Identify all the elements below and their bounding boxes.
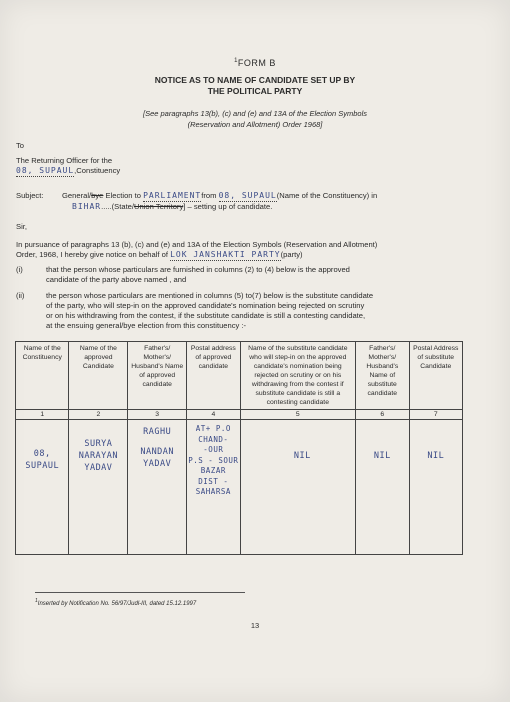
- column-number: 4: [187, 410, 240, 420]
- header-substitute-parent: Father's/ Mother's/ Husband's Name of substitute candidate: [356, 342, 409, 410]
- reference-line1: [See paragraphs 13(b), (c) and (e) and 13A of the Election Symbols: [142, 109, 367, 118]
- reference-line2: (Reservation and Allotment) Order 1968]: [187, 120, 323, 129]
- footnote-divider: [35, 592, 245, 593]
- column-number: 5: [240, 410, 355, 420]
- notice-title-line1: NOTICE AS TO NAME OF CANDIDATE SET UP BY: [154, 75, 356, 85]
- table-number-row: [16, 410, 463, 420]
- subject-text: General/bye Election to PARLIAMENTfrom 08, SUPAUL(Name of the Constituency) in BIHAR.....(State/Union Territory] – setting up of candidate.: [62, 191, 378, 211]
- returning-officer-line: The Returning Officer for the: [16, 156, 113, 165]
- column-number: 7: [409, 410, 462, 420]
- footnote: $^1$Inserted by Notification No. 56/97/Judl-III, dated 15.12.1997: [35, 598, 197, 607]
- cell-substitute-candidate: NIL: [240, 420, 355, 555]
- item-ii-number: (ii): [16, 291, 25, 300]
- footnote-marker: 1: [234, 58, 238, 64]
- cell-constituency: 08, SUPAUL: [16, 420, 69, 555]
- constituency-line: 08, SUPAUL,Constituency: [16, 166, 121, 175]
- header-approved-address: Postal address of approved candidate: [187, 342, 240, 410]
- column-number: 3: [128, 410, 187, 420]
- subject-constituency-handwritten: 08, SUPAUL: [218, 191, 277, 200]
- form-label-text: FORM B: [237, 58, 276, 68]
- header-approved-candidate: Name of the approved Candidate: [69, 342, 128, 410]
- item-ii-text: the person whose particulars are mentioned in columns (5) to(7) below is the substitute candidate of the party, who will step-in on the approved candidate's nomination being rejected on scrutiny or on his withdrawing from the contest, if the substitute candidate is still a contesting candidate, at the ensuing general/bye election from this constituency :-: [46, 291, 374, 330]
- notice-title-line2: THE POLITICAL PARTY: [207, 86, 303, 96]
- item-i-number: (i): [16, 265, 23, 274]
- cell-substitute-parent: NIL: [356, 420, 409, 555]
- to-label: To: [16, 141, 25, 150]
- cell-substitute-address: NIL: [409, 420, 462, 555]
- cell-approved-address: AT+ P.O CHAND- -OUR P.S - SOUR BAZAR DIST - SAHARSA: [187, 420, 240, 555]
- item-i-text: that the person whose particulars are furnished in columns (2) to (4) below is the approved candidate of the party above named , and: [46, 265, 350, 284]
- constituency-handwritten: 08, SUPAUL: [16, 166, 75, 175]
- candidate-table: [15, 341, 463, 555]
- form-label: [0, 58, 510, 68]
- party-handwritten: LOK JANSHAKTI PARTY: [170, 250, 281, 259]
- page-number: 13: [250, 621, 260, 630]
- house-handwritten: PARLIAMENT: [143, 191, 202, 200]
- salutation: Sir,: [16, 222, 27, 231]
- header-approved-parent: Father's/ Mother's/ Husband's Name of approved candidate: [128, 342, 187, 410]
- struck-bye: bye: [91, 191, 104, 200]
- main-paragraph: In pursuance of paragraphs 13 (b), (c) and (e) and 13A of the Election Symbols (Reservation and Allotment) Order, 1968, I hereby give notice on behalf of LOK JANSHAKTI PARTY(party): [16, 240, 378, 259]
- header-substitute-candidate: Name of the substitute candidate who will step-in on the approved candidate's nomination being rejected on scrutiny or on his withdrawing from the contest if substitute candidate is still a contesting candidate: [240, 342, 355, 410]
- cell-approved-candidate: SURYA NARAYAN YADAV: [69, 420, 128, 555]
- state-handwritten: BIHAR: [72, 202, 102, 211]
- cell-approved-parent: RAGHU NANDAN YADAV: [128, 420, 187, 555]
- constituency-suffix: Constituency: [76, 166, 121, 175]
- column-number: 1: [16, 410, 69, 420]
- struck-union-territory: Union Territory: [134, 202, 184, 211]
- subject-label: Subject:: [16, 191, 44, 200]
- table-row: [16, 420, 463, 555]
- column-number: 2: [69, 410, 128, 420]
- table-header-row: [16, 342, 463, 410]
- header-constituency: Name of the Constituency: [16, 342, 69, 410]
- footnote-text: Inserted by Notification No. 56/97/Judl-III, dated 15.12.1997: [37, 601, 197, 607]
- header-substitute-address: Postal Address of substitute Candidate: [409, 342, 462, 410]
- column-number: 6: [356, 410, 409, 420]
